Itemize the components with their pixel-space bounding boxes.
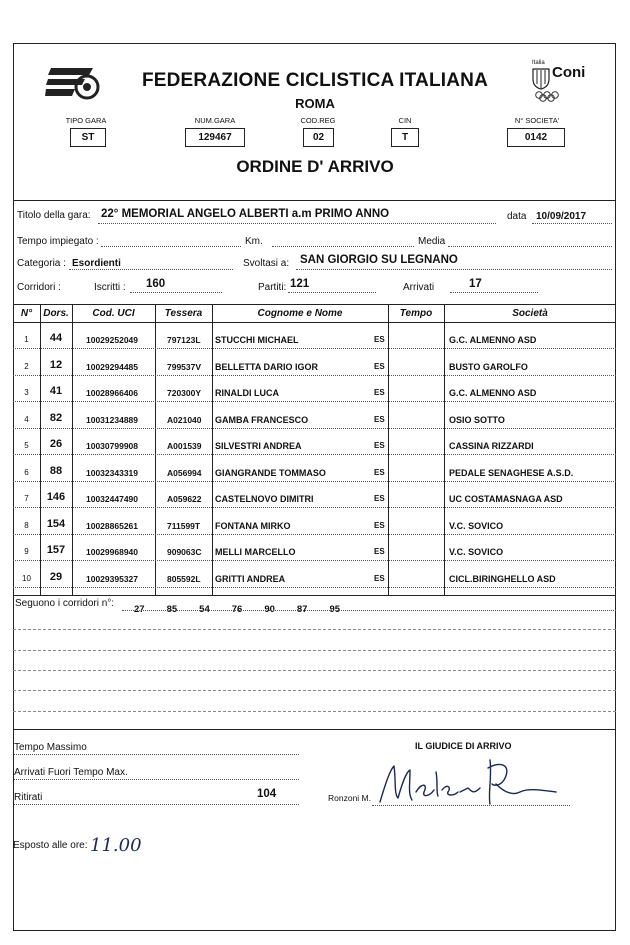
arrived-label: Arrivati <box>403 282 435 293</box>
cell-position: 4 <box>24 414 29 424</box>
header-societa: Società <box>512 308 548 319</box>
cell-category: ES <box>374 388 385 397</box>
judge-name: Ronzoni M. <box>328 793 371 803</box>
header-dors: Dors. <box>43 308 69 319</box>
blank-line <box>13 711 616 712</box>
cell-license: 720300Y <box>167 388 202 398</box>
fuori-tempo-label: Arrivati Fuori Tempo Max. <box>14 767 128 778</box>
header-tessera: Tessera <box>164 308 203 319</box>
riders-label: Corridori : <box>17 282 61 293</box>
cell-bib: 44 <box>49 332 63 344</box>
entered-label: Iscritti : <box>94 282 126 293</box>
cin-label: CIN <box>398 116 412 125</box>
cell-license: 797123L <box>167 335 201 345</box>
started-line <box>288 292 376 293</box>
tempo-massimo-line <box>14 754 299 755</box>
cell-category: ES <box>374 494 385 503</box>
race-title-line <box>98 223 496 224</box>
cell-rider-name: GRITTI ANDREA <box>215 573 286 584</box>
judge-title: IL GIUDICE DI ARRIVO <box>415 741 512 751</box>
table-header-line <box>13 322 616 323</box>
num-gara-label: NUM.GARA <box>194 116 236 125</box>
time-label: Tempo impiegato : <box>17 236 99 247</box>
cell-position: 7 <box>24 494 29 503</box>
document-title: ORDINE D' ARRIVO <box>236 157 394 176</box>
num-societa-label: N° SOCIETA' <box>514 116 560 125</box>
cell-category: ES <box>374 361 385 371</box>
cell-license: A056994 <box>167 467 202 478</box>
tempo-massimo-label: Tempo Massimo <box>14 742 87 753</box>
media-label: Media <box>418 236 446 247</box>
date-label: data <box>507 211 527 222</box>
cell-position: 3 <box>24 388 29 397</box>
cell-category: ES <box>374 573 385 583</box>
fuori-tempo-line <box>14 779 299 780</box>
cell-bib: 157 <box>46 544 66 556</box>
following-number: 85 <box>166 604 178 615</box>
coni-italia-text: Italia <box>532 60 545 66</box>
blank-line <box>13 650 616 651</box>
cell-team: G.C. ALMENNO ASD <box>449 388 537 398</box>
esposto-value: 11.00 <box>90 835 142 856</box>
cell-uci-code: 10031234889 <box>86 414 139 425</box>
blank-line <box>13 629 616 630</box>
cell-bib: 82 <box>49 411 63 424</box>
cell-bib: 154 <box>46 517 66 530</box>
cell-rider-name: GAMBA FRANCESCO <box>215 414 309 425</box>
table-bottom-line <box>13 595 616 596</box>
coni-text: Coni <box>552 64 586 81</box>
row-line <box>13 428 616 429</box>
cell-team: CASSINA RIZZARDI <box>449 441 534 451</box>
cell-category: ES <box>374 335 385 344</box>
following-number: 95 <box>329 604 341 615</box>
cell-rider-name: BELLETTA DARIO IGOR <box>215 361 318 372</box>
cell-uci-code: 10032343319 <box>86 467 139 478</box>
cell-uci-code: 10029395327 <box>86 573 139 584</box>
cell-position: 8 <box>24 520 29 530</box>
cell-rider-name: GIANGRANDE TOMMASO <box>215 467 326 478</box>
signature-line <box>372 805 570 806</box>
cell-category: ES <box>374 414 385 424</box>
ritirati-line <box>14 804 299 805</box>
cell-position: 1 <box>24 335 29 344</box>
cell-uci-code: 10032447490 <box>86 494 139 504</box>
cell-rider-name: SILVESTRI ANDREA <box>215 441 302 451</box>
following-numbers <box>134 599 362 617</box>
row-line <box>13 534 616 535</box>
date-line <box>532 223 612 224</box>
race-date: 10/09/2017 <box>536 211 587 222</box>
row-line <box>13 348 616 349</box>
row-line <box>13 481 616 482</box>
cell-uci-code: 10030799908 <box>86 441 139 451</box>
started-value: 121 <box>290 278 310 290</box>
time-line <box>101 246 241 247</box>
table-top-line <box>13 304 616 305</box>
cell-position: 5 <box>24 441 29 450</box>
following-number: 76 <box>231 604 243 615</box>
row-line <box>13 454 616 455</box>
header-tempo: Tempo <box>399 308 433 319</box>
olympic-rings-icon <box>534 91 560 102</box>
cell-license: 711599T <box>167 520 201 531</box>
cell-rider-name: MELLI MARCELLO <box>215 547 296 557</box>
header-n: N° <box>20 308 33 319</box>
row-line <box>13 560 616 561</box>
cell-team: V.C. SOVICO <box>449 520 504 531</box>
header-name: Cognome e Nome <box>257 308 343 319</box>
entered-line <box>130 292 222 293</box>
category-label: Categoria : <box>17 258 66 269</box>
cell-rider-name: RINALDI LUCA <box>215 388 279 398</box>
cell-team: BUSTO GAROLFO <box>449 361 528 372</box>
cell-license: A001539 <box>167 441 202 451</box>
cell-position: 2 <box>24 361 29 371</box>
cell-license: 799537V <box>167 361 202 372</box>
cell-uci-code: 10028865261 <box>86 520 139 531</box>
esposto-label: Esposto alle ore: <box>13 840 88 851</box>
ritirati-label: Ritirati <box>14 792 43 803</box>
cell-bib: 41 <box>49 385 63 397</box>
ritirati-value: 104 <box>257 788 277 800</box>
coni-logo <box>530 60 592 104</box>
divider <box>13 200 616 201</box>
race-category: Esordienti <box>72 258 121 269</box>
cell-uci-code: 10028966406 <box>86 388 139 398</box>
km-line <box>272 246 414 247</box>
cell-bib: 26 <box>49 438 63 450</box>
following-number: 90 <box>264 604 275 615</box>
cell-category: ES <box>374 441 385 450</box>
arrived-value: 17 <box>469 278 482 290</box>
cell-license: 805592L <box>167 573 201 584</box>
cell-category: ES <box>374 547 385 556</box>
cell-position: 6 <box>24 467 29 477</box>
cod-reg-label: COD.REG <box>300 116 336 125</box>
following-number: 54 <box>199 604 210 615</box>
cell-team: PEDALE SENAGHESE A.S.D. <box>449 467 574 478</box>
blank-line <box>13 690 616 691</box>
coni-shield-icon <box>532 68 550 90</box>
header-uci: Cod. UCI <box>92 308 135 319</box>
cell-position: 9 <box>24 547 29 556</box>
media-line <box>448 246 612 247</box>
race-title: 22° MEMORIAL ANGELO ALBERTI a.m PRIMO ANNO <box>101 208 390 220</box>
following-number: 87 <box>296 604 308 615</box>
num-societa-box: 0142 <box>507 128 565 147</box>
cell-license: A021040 <box>167 414 202 425</box>
race-title-label: Titolo della gara: <box>17 210 91 221</box>
following-label: Seguono i corridori n°: <box>15 598 115 609</box>
cell-rider-name: CASTELNOVO DIMITRI <box>215 494 314 504</box>
cell-license: 909063C <box>167 547 202 557</box>
cell-category: ES <box>374 467 385 477</box>
cell-team: G.C. ALMENNO ASD <box>449 335 537 345</box>
federation-name: FEDERAZIONE CICLISTICA ITALIANA <box>141 70 489 91</box>
cell-license: A059622 <box>167 494 202 504</box>
cell-bib: 88 <box>49 464 63 477</box>
cell-uci-code: 10029968940 <box>86 547 139 557</box>
arrived-line <box>450 292 538 293</box>
cell-rider-name: STUCCHI MICHAEL <box>215 335 299 345</box>
category-line <box>69 269 233 270</box>
num-gara-box: 129467 <box>185 128 245 147</box>
row-line <box>13 507 616 508</box>
cell-team: UC COSTAMASNAGA ASD <box>449 494 563 504</box>
footer-divider <box>13 729 616 730</box>
entered-value: 160 <box>146 278 166 290</box>
location-label: Svoltasi a: <box>243 258 290 269</box>
cell-category: ES <box>374 520 385 530</box>
tipo-gara-box: ST <box>70 128 106 147</box>
cell-team: OSIO SOTTO <box>449 414 505 425</box>
row-line <box>13 587 616 588</box>
started-label: Partiti: <box>258 282 287 293</box>
race-location: SAN GIORGIO SU LEGNANO <box>300 254 458 266</box>
tipo-gara-label: TIPO GARA <box>65 116 107 125</box>
following-number: 27 <box>134 604 145 615</box>
federation-city: ROMA <box>295 96 335 111</box>
km-label: Km. <box>245 236 263 247</box>
location-line <box>296 269 612 270</box>
row-line <box>13 401 616 402</box>
cell-bib: 146 <box>46 491 66 503</box>
fci-logo-icon <box>45 66 101 100</box>
cell-bib: 29 <box>49 570 63 583</box>
following-line <box>122 610 616 611</box>
cell-uci-code: 10029294485 <box>86 361 139 372</box>
cell-team: CICL.BIRINGHELLO ASD <box>449 573 556 584</box>
cell-team: V.C. SOVICO <box>449 547 504 557</box>
cell-rider-name: FONTANA MIRKO <box>215 520 291 531</box>
cell-position: 10 <box>22 573 31 583</box>
row-line <box>13 375 616 376</box>
blank-line <box>13 670 616 671</box>
cin-box: T <box>391 128 419 147</box>
cod-reg-box: 02 <box>303 128 334 147</box>
cell-uci-code: 10029252049 <box>86 335 139 345</box>
cell-bib: 12 <box>49 358 63 371</box>
